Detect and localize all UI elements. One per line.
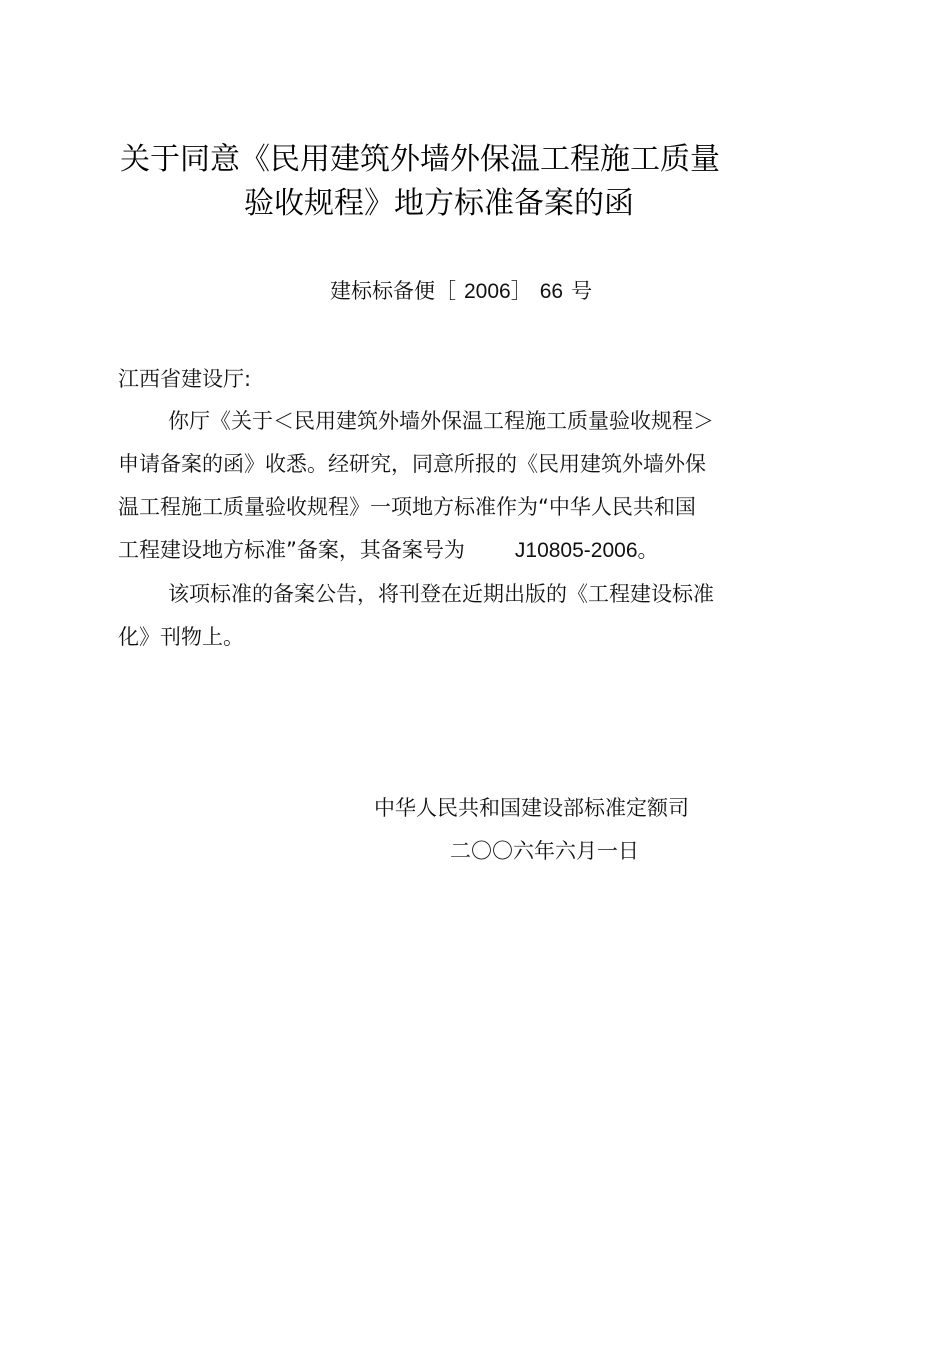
- document-title-line-1: 关于同意《民用建筑外墙外保温工程施工质量: [120, 142, 720, 177]
- doc-number-suffix: 号: [571, 279, 593, 303]
- registration-code: J10805-2006: [514, 539, 638, 562]
- signature-organization: 中华人民共和国建设部标准定额司: [374, 796, 689, 820]
- paragraph-1-line-2: 申请备案的函》收悉。经研究，同意所报的《民用建筑外墙外保: [118, 452, 706, 476]
- doc-number-value: 66: [539, 280, 564, 303]
- doc-number-prefix: 建标标备便［: [330, 279, 456, 303]
- paragraph-2-line-1: 该项标准的备案公告，将刊登在近期出版的《工程建设标准: [168, 582, 714, 606]
- paragraph-1-line-4-text: 工程建设地方标准”备案，其备案号为: [118, 538, 465, 562]
- document-number: [330, 276, 592, 307]
- doc-number-middle: ］: [510, 279, 532, 303]
- paragraph-1-line-3: 温工程施工质量验收规程》一项地方标准作为“中华人民共和国: [118, 495, 696, 519]
- paragraph-1-line-4: [118, 535, 659, 566]
- addressee: 江西省建设厅:: [118, 367, 252, 391]
- doc-number-year: 2006: [464, 280, 511, 303]
- paragraph-2-line-2: 化》刊物上。: [118, 625, 244, 649]
- paragraph-1-line-1: 你厅《关于＜民用建筑外墙外保温工程施工质量验收规程＞: [168, 409, 714, 433]
- signature-date: 二〇〇六年六月一日: [450, 839, 639, 863]
- paragraph-1-line-4-end: 。: [637, 538, 659, 562]
- document-title-line-2: 验收规程》地方标准备案的函: [244, 186, 634, 221]
